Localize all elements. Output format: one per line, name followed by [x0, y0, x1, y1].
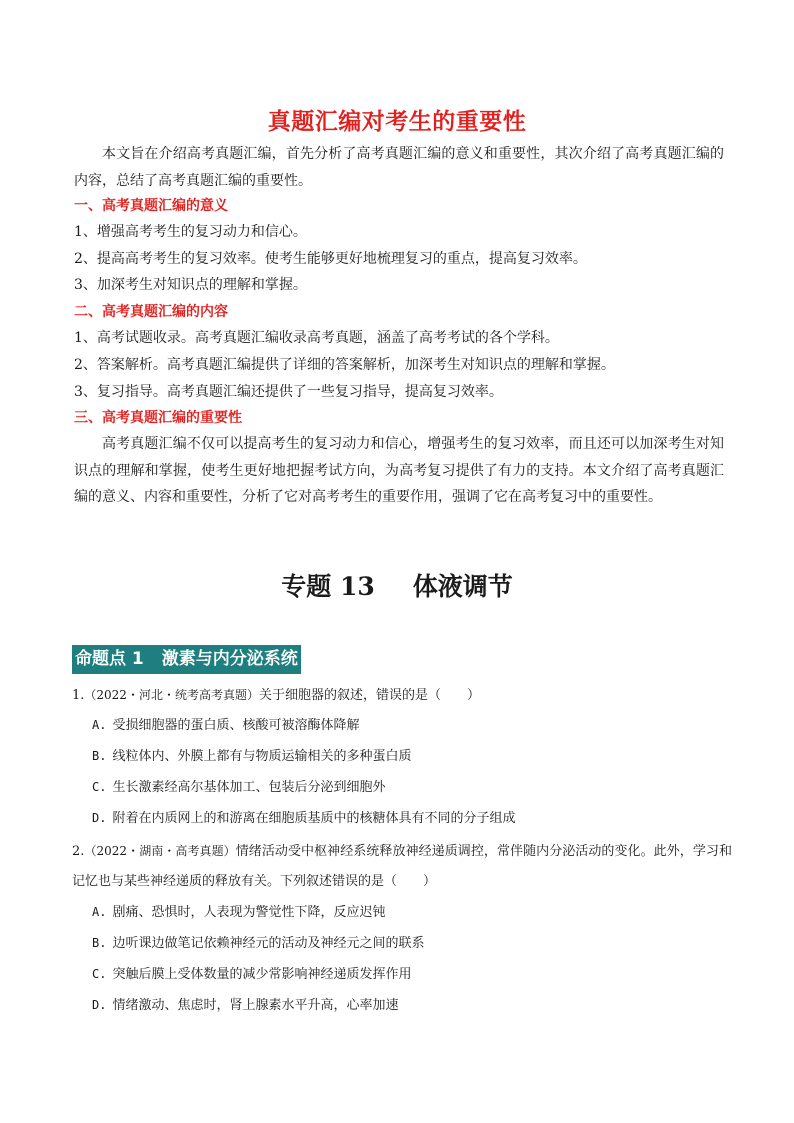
option-text: 线粒体内、外膜上都有与物质运输相关的多种蛋白质	[112, 749, 412, 764]
significance-item: 3、加深考生对知识点的理解和掌握。	[74, 277, 307, 293]
question-stem	[72, 836, 732, 897]
question-stem	[72, 680, 732, 711]
significance-item: 1、增强高考考生的复习动力和信心。	[74, 224, 307, 240]
question-option	[92, 746, 411, 767]
option-text: 情绪激动、焦虑时，肾上腺素水平升高，心率加速	[112, 998, 399, 1013]
topic-number: 专题 13	[281, 572, 375, 601]
question-text: 关于细胞器的叙述，错误的是（ ）	[258, 688, 480, 703]
option-text: 附着在内质网上的和游离在细胞质基质中的核糖体具有不同的分子组成	[112, 811, 516, 826]
option-letter: C.	[92, 967, 107, 981]
intro-title: 真题汇编对考生的重要性	[267, 109, 527, 135]
option-letter: C.	[92, 780, 107, 794]
option-text: 受损细胞器的蛋白质、核酸可被溶酶体降解	[112, 718, 360, 733]
section-heading-importance: 三、高考真题汇编的重要性	[74, 410, 242, 426]
section-heading-significance: 一、高考真题汇编的意义	[74, 198, 228, 214]
question-option	[92, 777, 385, 798]
option-letter: D.	[92, 998, 107, 1012]
question-option	[92, 995, 398, 1016]
question-option	[92, 715, 359, 736]
question-text: 情绪活动受中枢神经系统释放神经递质调控，常伴随内分泌活动的变化。此外，学习和记忆也与某些神经递质的释放有关。下列叙述错误的是（ ）	[72, 844, 732, 889]
point-banner	[72, 645, 301, 674]
option-text: 生长激素经高尔基体加工、包装后分泌到细胞外	[112, 780, 386, 795]
significance-item: 2、提高高考考生的复习效率。使考生能够更好地梳理复习的重点，提高复习效率。	[74, 251, 587, 267]
content-item: 1、高考试题收录。高考真题汇编收录高考真题，涵盖了高考考试的各个学科。	[74, 330, 559, 346]
topic-name: 体液调节	[412, 572, 513, 601]
option-text: 突触后膜上受体数量的减少常影响神经递质发挥作用	[112, 967, 412, 982]
question-option	[92, 902, 385, 923]
point-name: 激素与内分泌系统	[161, 649, 298, 669]
question-number: 1.	[72, 688, 85, 703]
option-text: 边听课边做笔记依赖神经元的活动及神经元之间的联系	[112, 936, 425, 951]
question-option	[92, 808, 515, 829]
question-number: 2.	[72, 844, 85, 859]
content-item: 3、复习指导。高考真题汇编还提供了一些复习指导，提高复习效率。	[74, 384, 503, 400]
question-source: （2022・河北・统考高考真题）	[84, 688, 259, 702]
importance-body: 高考真题汇编不仅可以提高考生的复习动力和信心，增强考生的复习效率，而且还可以加深考生对知识点的理解和掌握，使考生更好地把握考试方向，为高考复习提供了有力的支持。本文介绍了高考真题汇编的意义、内容和重要性，分析了它对高考考生的重要作用，强调了它在高考复习中的重要性。	[74, 436, 724, 505]
option-text: 剧痛、恐惧时，人表现为警觉性下降，反应迟钝	[112, 905, 386, 920]
option-letter: A.	[92, 718, 107, 732]
intro-summary: 本文旨在介绍高考真题汇编，首先分析了高考真题汇编的意义和重要性，其次介绍了高考真题汇编的内容，总结了高考真题汇编的重要性。	[74, 146, 724, 189]
point-label: 命题点 1	[75, 649, 144, 669]
option-letter: A.	[92, 905, 107, 919]
option-letter: D.	[92, 811, 107, 825]
question-option	[92, 933, 424, 954]
section-heading-content: 二、高考真题汇编的内容	[74, 304, 228, 320]
option-letter: B.	[92, 749, 107, 763]
content-item: 2、答案解析。高考真题汇编提供了详细的答案解析，加深考生对知识点的理解和掌握。	[74, 357, 615, 373]
question-option	[92, 964, 411, 985]
question-source: （2022・湖南・高考真题）	[84, 844, 236, 858]
option-letter: B.	[92, 936, 107, 950]
topic-title	[0, 567, 794, 603]
